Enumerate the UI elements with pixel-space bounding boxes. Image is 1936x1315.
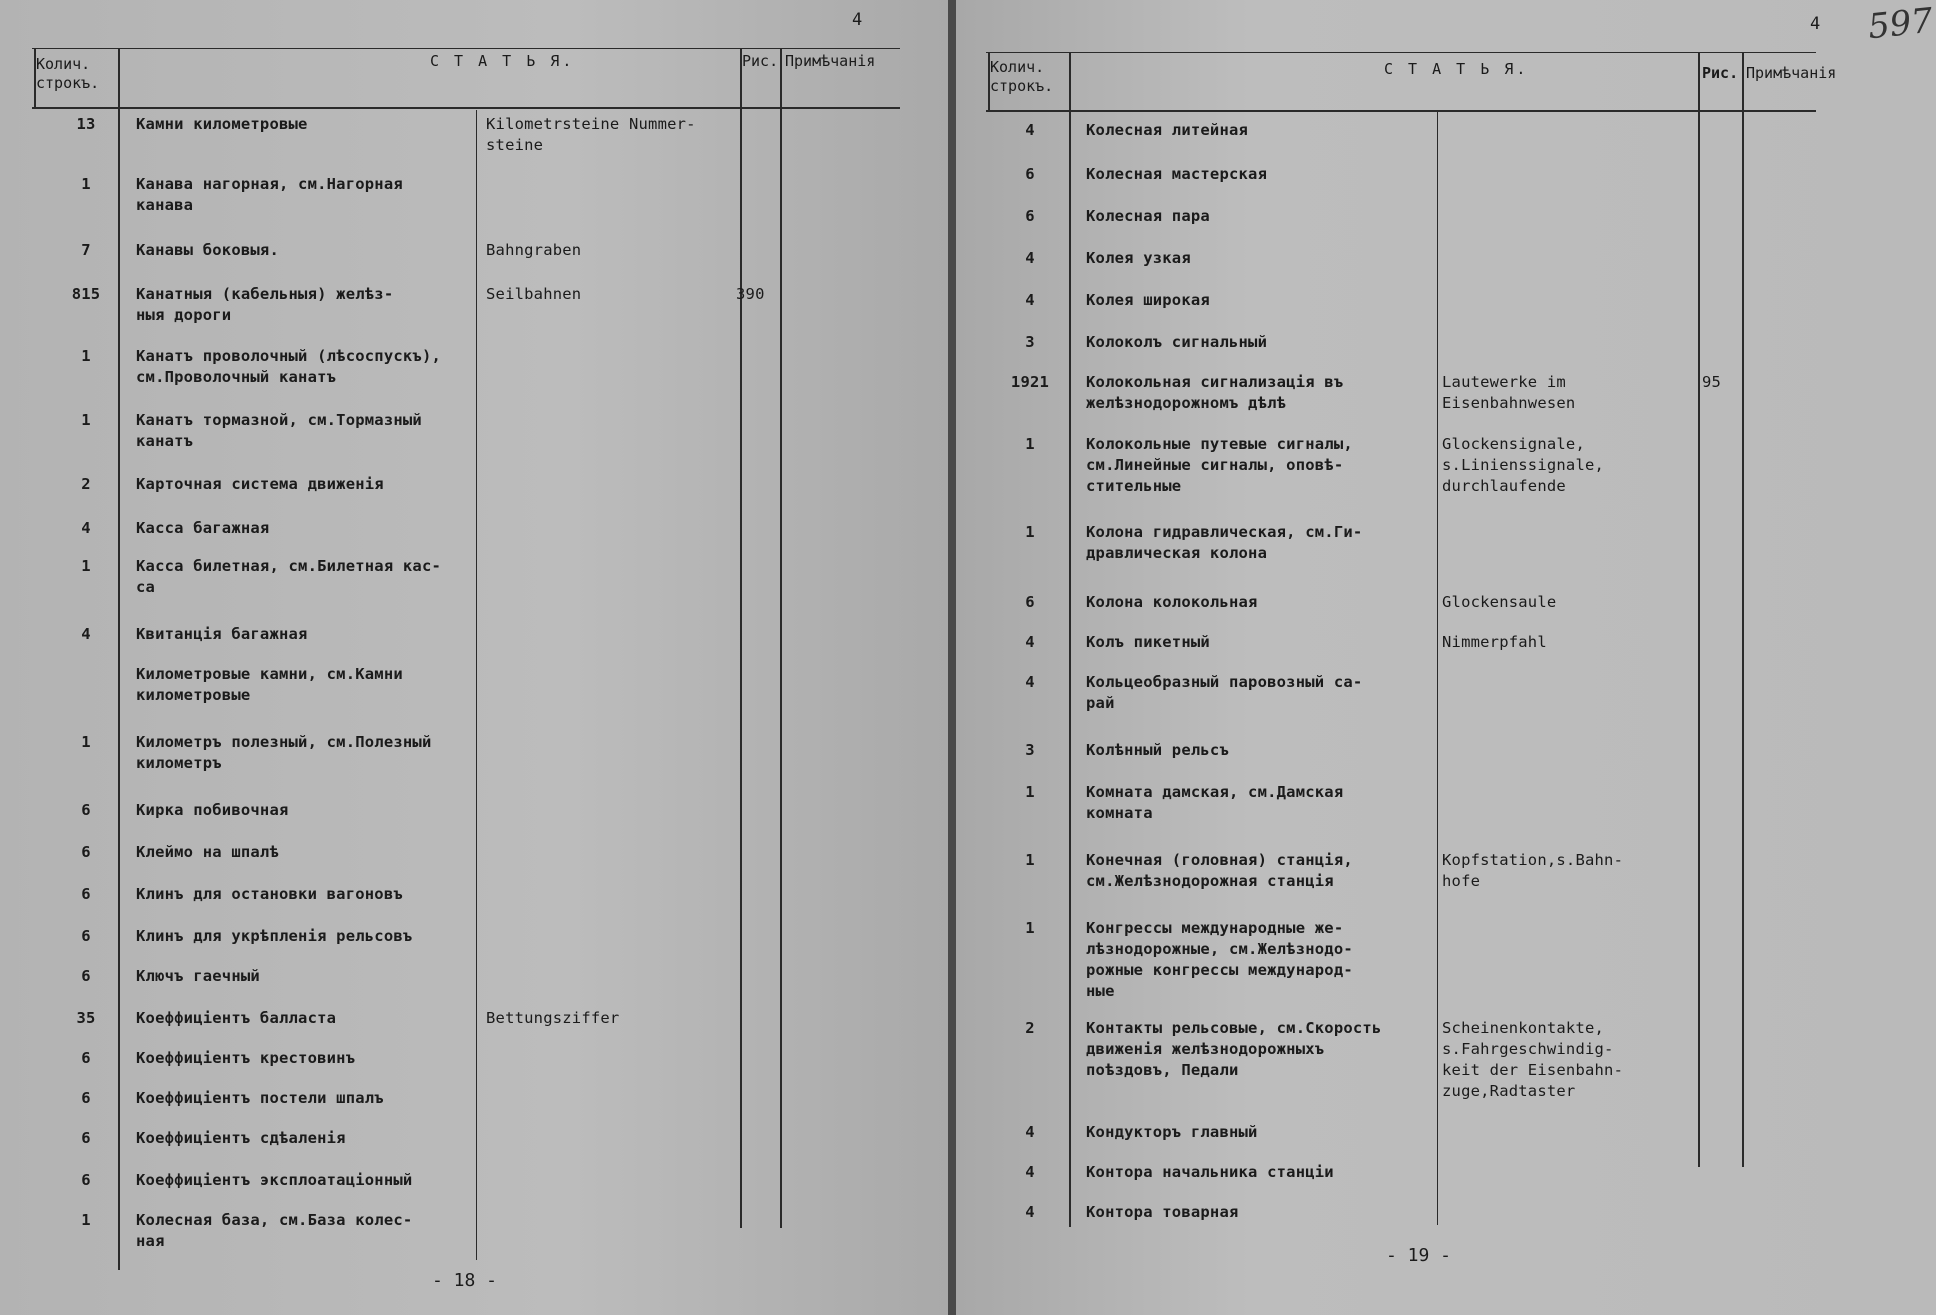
header-article: С Т А Т Ь Я. bbox=[430, 52, 575, 70]
line-count: 6 bbox=[81, 1089, 91, 1107]
column-rule-fig bbox=[740, 48, 742, 1228]
figure-number: 95 bbox=[1702, 373, 1722, 391]
russian-term: Канатъ тормазной, см.Тормазный канатъ bbox=[136, 411, 422, 450]
header-fig: Рис. bbox=[1702, 64, 1739, 82]
line-count: 815 bbox=[71, 285, 101, 303]
line-count: 6 bbox=[81, 927, 91, 945]
russian-term: Канавы боковыя. bbox=[136, 241, 279, 259]
german-term: Nimmerpfahl bbox=[1442, 633, 1547, 651]
russian-term: Контора товарная bbox=[1086, 1203, 1239, 1221]
russian-term: Колона колокольная bbox=[1086, 593, 1258, 611]
russian-term: Колона гидравлическая, см.Ги- дравлическая колона bbox=[1086, 523, 1363, 562]
russian-term: Карточная система движенія bbox=[136, 475, 384, 493]
line-count: 4 bbox=[1025, 1163, 1035, 1181]
russian-term: Колоколъ сигнальный bbox=[1086, 333, 1268, 351]
line-count: 1 bbox=[81, 411, 91, 429]
line-count: 13 bbox=[76, 115, 96, 133]
russian-term: Колѣнный рельсъ bbox=[1086, 741, 1229, 759]
russian-term: Конечная (головная) станція, см.Желѣзнодорожная станція bbox=[1086, 851, 1353, 890]
russian-term: Километръ полезный, см.Полезный километръ bbox=[136, 733, 432, 772]
russian-term: Кондукторъ главный bbox=[1086, 1123, 1258, 1141]
header-notes: Примѣчанія bbox=[785, 52, 876, 70]
russian-term: Канатъ проволочный (лѣсоспускъ), см.Проволочный канатъ bbox=[136, 347, 442, 386]
line-count: 4 bbox=[81, 625, 91, 643]
column-rule-notes bbox=[1742, 52, 1744, 1167]
header-qty: Колич. строкъ. bbox=[36, 55, 100, 92]
russian-term: Клеймо на шпалѣ bbox=[136, 843, 279, 861]
russian-term: Касса багажная bbox=[136, 519, 270, 537]
line-count: 7 bbox=[81, 241, 91, 259]
line-count: 1 bbox=[1025, 851, 1035, 869]
line-count: 3 bbox=[1025, 741, 1035, 759]
line-count: 1 bbox=[81, 733, 91, 751]
russian-term: Колесная мастерская bbox=[1086, 165, 1268, 183]
russian-term: Коеффиціентъ крестовинъ bbox=[136, 1049, 356, 1067]
column-rule-article bbox=[118, 48, 120, 1270]
line-count: 4 bbox=[81, 519, 91, 537]
column-rule-notes bbox=[780, 48, 782, 1228]
line-count: 1 bbox=[1025, 523, 1035, 541]
line-count: 1 bbox=[1025, 435, 1035, 453]
russian-term: Касса билетная, см.Билетная кас- са bbox=[136, 557, 442, 596]
line-count: 1 bbox=[1025, 919, 1035, 937]
line-count: 6 bbox=[81, 885, 91, 903]
top-page-number: 4 bbox=[852, 10, 863, 30]
line-count: 6 bbox=[1025, 165, 1035, 183]
german-term: Bettungsziffer bbox=[486, 1009, 620, 1027]
russian-term: Колокольные путевые сигналы, см.Линейные сигналы, оповѣ- стительные bbox=[1086, 435, 1353, 495]
line-count: 4 bbox=[1025, 673, 1035, 691]
russian-term: Конгрессы международные же- лѣзнодорожные, см.Желѣзнодо- рожные конгрессы международ- ные bbox=[1086, 919, 1353, 1000]
russian-term: Коеффиціентъ сдѣаленія bbox=[136, 1129, 346, 1147]
line-count: 6 bbox=[1025, 593, 1035, 611]
german-term: Lautewerke im Eisenbahnwesen bbox=[1442, 373, 1576, 412]
russian-term: Колея широкая bbox=[1086, 291, 1210, 309]
line-count: 6 bbox=[81, 843, 91, 861]
russian-term: Клинъ для укрѣпленія рельсовъ bbox=[136, 927, 413, 945]
german-term: Kopfstation,s.Bahn- hofe bbox=[1442, 851, 1624, 890]
russian-term: Колесная литейная bbox=[1086, 121, 1249, 139]
line-count: 4 bbox=[1025, 633, 1035, 651]
footer-page-number: - 18 - bbox=[432, 1270, 498, 1291]
german-term: Scheinenkontakte, s.Fahrgeschwindig- keit der Eisenbahn- zuge,Radtaster bbox=[1442, 1019, 1624, 1100]
russian-term: Коеффиціентъ постели шпалъ bbox=[136, 1089, 384, 1107]
russian-term: Комната дамская, см.Дамская комната bbox=[1086, 783, 1344, 822]
line-count: 3 bbox=[1025, 333, 1035, 351]
footer-page-number: - 19 - bbox=[1386, 1245, 1452, 1266]
german-term: Seilbahnen bbox=[486, 285, 582, 303]
russian-term: Колъ пикетный bbox=[1086, 633, 1210, 651]
line-count: 4 bbox=[1025, 121, 1035, 139]
left-page bbox=[0, 0, 948, 1315]
line-count: 6 bbox=[81, 967, 91, 985]
line-count: 4 bbox=[1025, 291, 1035, 309]
russian-term: Канатныя (кабельныя) желѣз- ныя дороги bbox=[136, 285, 394, 324]
header-fig: Рис. bbox=[742, 52, 779, 70]
line-count: 35 bbox=[76, 1009, 96, 1027]
header-notes: Примѣчанія bbox=[1746, 64, 1837, 82]
russian-term: Колесная пара bbox=[1086, 207, 1210, 225]
russian-term: Контора начальника станціи bbox=[1086, 1163, 1334, 1181]
line-count: 1921 bbox=[1010, 373, 1050, 391]
column-rule-qty bbox=[34, 48, 36, 108]
line-count: 1 bbox=[81, 347, 91, 365]
german-term: Glockensaule bbox=[1442, 593, 1557, 611]
line-count: 6 bbox=[81, 1049, 91, 1067]
russian-term: Километровые камни, см.Камни километровые bbox=[136, 665, 403, 704]
line-count: 6 bbox=[81, 1129, 91, 1147]
header-bottom-rule bbox=[32, 107, 900, 109]
header-bottom-rule bbox=[986, 110, 1816, 112]
column-rule-qty bbox=[988, 52, 990, 112]
german-term: Bahngraben bbox=[486, 241, 582, 259]
german-term: Glockensignale, s.Linienssignale, durchlaufende bbox=[1442, 435, 1605, 495]
russian-term: Ключъ гаечный bbox=[136, 967, 260, 985]
russian-term: Колея узкая bbox=[1086, 249, 1191, 267]
russian-term: Квитанція багажная bbox=[136, 625, 308, 643]
line-count: 6 bbox=[81, 1171, 91, 1189]
book-gutter bbox=[948, 0, 956, 1315]
russian-term: Клинъ для остановки вагоновъ bbox=[136, 885, 403, 903]
archive-folio-stamp: 597 bbox=[1866, 0, 1935, 48]
header-top-rule bbox=[986, 52, 1816, 53]
russian-term: Контакты рельсовые, см.Скорость движенія желѣзнодорожныхъ поѣздовъ, Педали bbox=[1086, 1019, 1382, 1079]
line-count: 4 bbox=[1025, 1203, 1035, 1221]
russian-term: Кольцеобразный паровозный са- рай bbox=[1086, 673, 1363, 712]
russian-term: Кирка побивочная bbox=[136, 801, 289, 819]
line-count: 2 bbox=[1025, 1019, 1035, 1037]
line-count: 4 bbox=[1025, 249, 1035, 267]
line-count: 6 bbox=[1025, 207, 1035, 225]
russian-term: Канава нагорная, см.Нагорная канава bbox=[136, 175, 403, 214]
line-count: 1 bbox=[81, 557, 91, 575]
russian-term: Колесная база, см.База колес- ная bbox=[136, 1211, 413, 1250]
figure-number: 390 bbox=[736, 285, 765, 303]
column-rule-fig bbox=[1698, 52, 1700, 1167]
russian-term: Коеффиціентъ эксплоатаціонный bbox=[136, 1171, 413, 1189]
line-count: 4 bbox=[1025, 1123, 1035, 1141]
russian-term: Камни километровые bbox=[136, 115, 308, 133]
line-count: 1 bbox=[1025, 783, 1035, 801]
line-count: 6 bbox=[81, 801, 91, 819]
russian-term: Коеффиціентъ балласта bbox=[136, 1009, 337, 1027]
right-page bbox=[956, 0, 1936, 1315]
column-rule-german bbox=[1437, 110, 1438, 1225]
line-count: 1 bbox=[81, 1211, 91, 1229]
top-page-number: 4 bbox=[1810, 14, 1821, 34]
german-term: Kilometrsteine Nummer- steine bbox=[486, 115, 696, 154]
line-count: 2 bbox=[81, 475, 91, 493]
line-count: 1 bbox=[81, 175, 91, 193]
header-qty: Колич. строкъ. bbox=[990, 58, 1054, 95]
header-top-rule bbox=[32, 48, 900, 49]
column-rule-german bbox=[476, 110, 477, 1260]
header-article: С Т А Т Ь Я. bbox=[1384, 60, 1529, 78]
russian-term: Колокольная сигнализація въ желѣзнодорожномъ дѣлѣ bbox=[1086, 373, 1344, 412]
